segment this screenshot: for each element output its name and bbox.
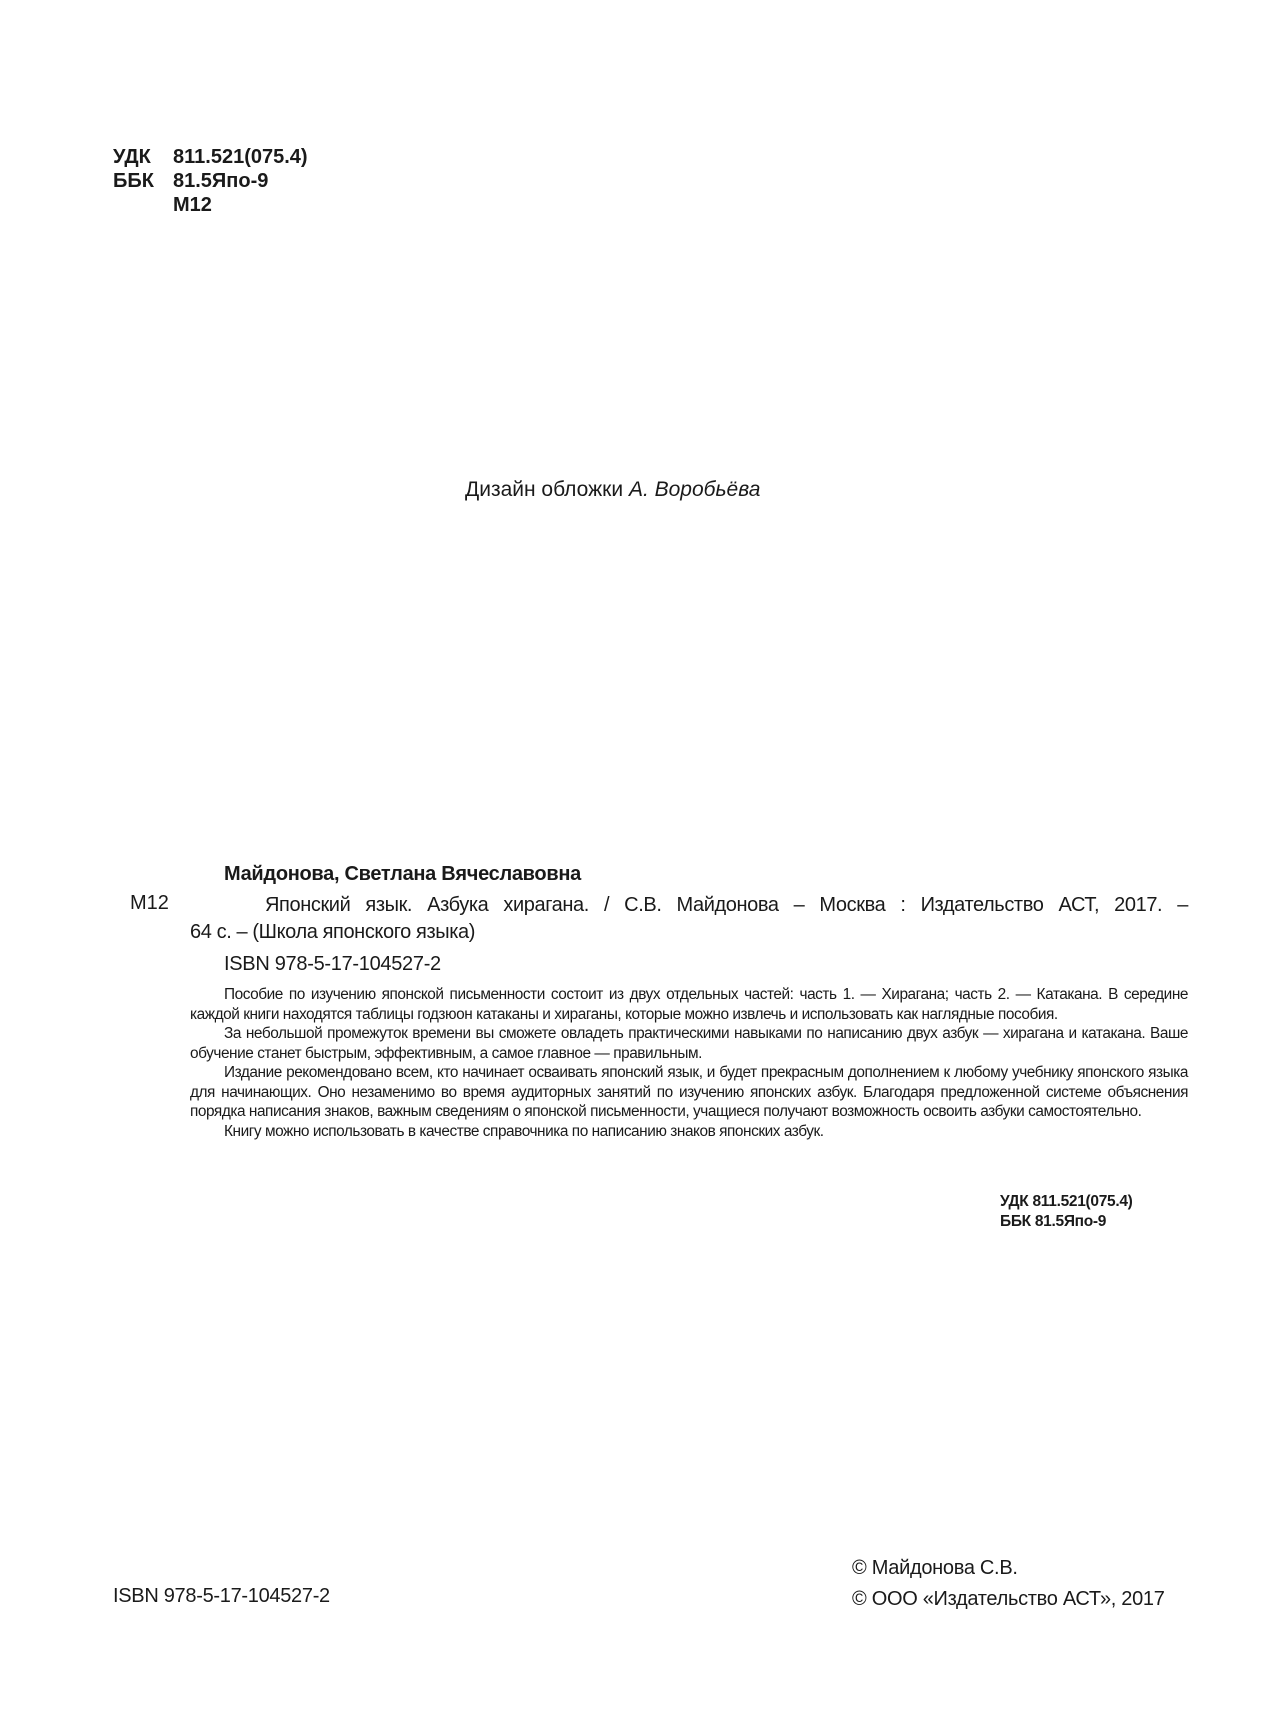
footer-isbn: ISBN 978-5-17-104527-2 (113, 1585, 330, 1607)
bbk-label: ББК (113, 170, 154, 192)
catalog-udk: УДК 811.521(075.4) (1000, 1193, 1133, 1210)
catalog-title (190, 892, 1188, 946)
annotation (190, 985, 1188, 1141)
cover-designer: А. Воробьёва (628, 478, 761, 501)
copyright (852, 1553, 1165, 1615)
annotation-paragraph: Издание рекомендовано всем, кто начинает осваивать японский язык, и будет прекрасным дополнением к любому учебнику японского языка для начинающих. Оно незаменимо во время аудиторных занятий по изучению японских азбук. Благодаря предложенной системе объяснения порядка написания знаков, важным сведениям о японской письменности, учащиеся получают возможность освоить азбуки самостоятельно. (190, 1064, 1188, 1120)
cover-design-credit (465, 478, 760, 502)
catalog-mark: М12 (130, 892, 169, 914)
catalog-codes (1000, 1192, 1133, 1232)
copyright-author: © Майдонова С.В. (852, 1557, 1018, 1579)
classification-codes (113, 145, 308, 217)
author-mark: М12 (173, 194, 212, 216)
udk-label: УДК (113, 146, 151, 168)
udk-value: 811.521(075.4) (173, 146, 308, 168)
annotation-paragraph: Книгу можно использовать в качестве справочника по написанию знаков японских азбук. (224, 1122, 824, 1140)
copyright-publisher: © ООО «Издательство АСТ», 2017 (852, 1588, 1165, 1610)
catalog-author: Майдонова, Светлана Вячеславовна (224, 863, 581, 885)
bbk-value: 81.5Япо-9 (173, 170, 269, 192)
catalog-bbk: ББК 81.5Япо-9 (1000, 1213, 1107, 1230)
catalog-title-line1: Японский язык. Азбука хирагана. / С.В. Майдонова – Москва : Издательство АСТ, 2017. – (265, 894, 1188, 916)
cover-design-label: Дизайн обложки (465, 478, 624, 501)
catalog-isbn: ISBN 978-5-17-104527-2 (224, 953, 441, 975)
annotation-paragraph: За небольшой промежуток времени вы сможете овладеть практическими навыками по написанию двух азбук — хирагана и катакана. Ваше обучение станет быстрым, эффективным, а самое главное — правильным. (190, 1025, 1188, 1062)
catalog-title-line2: 64 с. – (Школа японского языка) (190, 921, 476, 943)
annotation-paragraph: Пособие по изучению японской письменности состоит из двух отдельных частей: часть 1. — Хирагана; часть 2. — Катакана. В середине каждой книги находятся таблицы годзюон катаканы и хираганы, которые можно извлечь и использовать как наглядные пособия. (190, 986, 1188, 1023)
